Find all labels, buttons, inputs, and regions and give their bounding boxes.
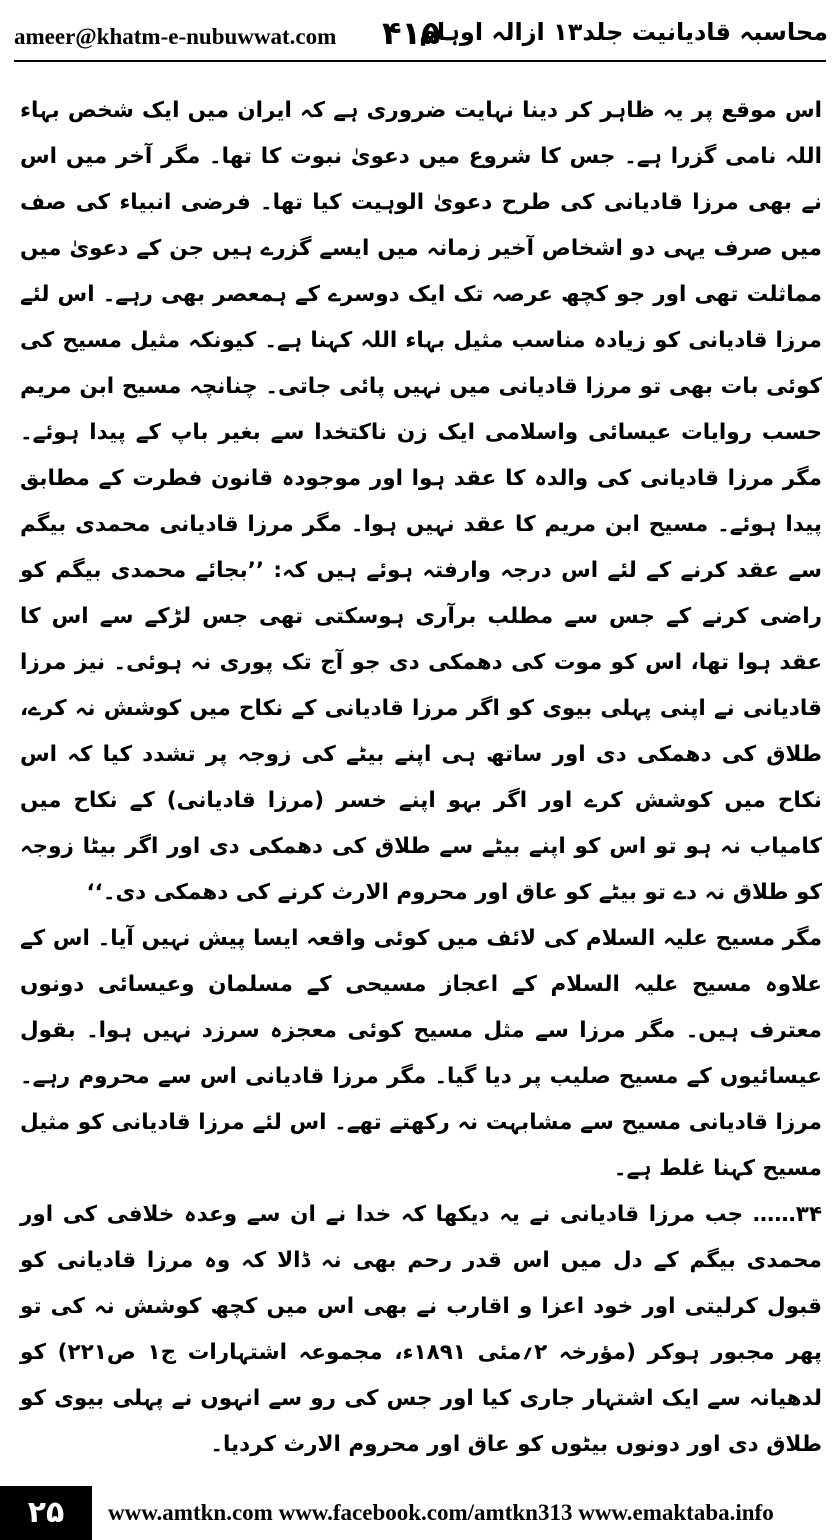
paragraph-2: مگر مسیح علیہ السلام کی لائف میں کوئی واقعہ ایسا پیش نہیں آیا۔ اس کے علاوہ مسیح علیہ السلام کے اعجاز مسیحی کے مسلمان وعیسائی دونوں معترف ہیں۔ مگر مرزا سے مثل مسیح کوئی معجزہ سرزد نہیں ہوا۔ بقول عیسائیوں کے مسیح صلیب پر دیا گیا۔ مگر مرزا قادیانی اس سے محروم رہے۔ مرزا قادیانی مسیح سے مشابہت نہ رکھتے تھے۔ اس لئے مرزا قادیانی کو مثیل مسیح کہنا غلط ہے۔: [20, 926, 822, 1181]
header-email[interactable]: ameer@khatm-e-nubuwwat.com: [14, 24, 337, 49]
article-body: [20, 88, 822, 1468]
paragraph-3: ۳۴…… جب مرزا قادیانی نے یہ دیکھا کہ خدا نے ان سے وعدہ خلافی کی اور محمدی بیگم کے دل میں اس قدر رحم بھی نہ ڈالا کہ وہ مرزا قادیانی کو قبول کرلیتی اور خود اعزا و اقارب نے بھی اس میں کچھ کوشش نہ کی تو پھر مجبور ہوکر (مؤرخہ ۲؍مئی ۱۸۹۱ء، مجموعہ اشتہارات ج۱ ص۲۲۱) کو لدھیانہ سے ایک اشتہار جاری کیا اور جس کی رو سے انہوں نے پہلی بیوی کو طلاق دی اور دونوں بیٹوں کو عاق اور محروم الارث کردیا۔: [20, 1202, 822, 1457]
header-title: محاسبہ قادیانیت جلد۱۳ ازالہ اوہام: [419, 18, 828, 46]
footer-page-number: ۲۵: [0, 1486, 92, 1540]
page-footer: [0, 1486, 840, 1540]
page-header: [10, 6, 830, 68]
header-divider: [14, 60, 826, 62]
footer-links[interactable]: www.amtkn.com www.facebook.com/amtkn313 www.emaktaba.info: [108, 1500, 774, 1525]
header-page-number: ۴۱۵: [382, 14, 441, 52]
paragraph-1: اس موقع پر یہ ظاہر کر دینا نہایت ضروری ہے کہ ایران میں ایک شخص بہاء اللہ نامی گزرا ہے۔ جس کا شروع میں دعویٰ نبوت کا تھا۔ مگر آخر میں اس نے بھی مرزا قادیانی کی طرح دعویٰ الوہیت کیا تھا۔ فرضی انبیاء کی صف میں صرف یہی دو اشخاص آخیر زمانہ میں ایسے گزرے ہیں جن کے دعویٰ میں مماثلت تھی اور جو کچھ عرصہ تک ایک دوسرے کے ہمعصر بھی رہے۔ اس لئے مرزا قادیانی کو زیادہ مناسب مثیل بہاء اللہ کہنا ہے۔ کیونکہ مثیل مسیح کی کوئی بات بھی تو مرزا قادیانی میں نہیں پائی جاتی۔ چنانچہ مسیح ابن مریم حسب روایات عیسائی واسلامی ایک زن ناکتخدا سے بغیر باپ کے پیدا ہوئے۔ مگر مرزا قادیانی کی والدہ کا عقد ہوا اور موجودہ قانون فطرت کے مطابق پیدا ہوئے۔ مسیح ابن مریم کا عقد نہیں ہوا۔ مگر مرزا قادیانی محمدی بیگم سے عقد کرنے کے لئے اس درجہ وارفتہ ہوئے ہیں کہ: ’’بجائے محمدی بیگم کو راضی کرنے کے جس سے مطلب برآری ہوسکتی تھی جس لڑکے سے اس کا عقد ہوا تھا، اس کو موت کی دھمکی دی جو آج تک پوری نہ ہوئی۔ نیز مرزا قادیانی نے اپنی پہلی بیوی کو اگر مرزا قادیانی کے نکاح میں کوشش نہ کرے، طلاق کی دھمکی دی اور ساتھ ہی اپنے بیٹے کی زوجہ پر تشدد کیا کہ اس نکاح میں کوشش کرے اور اگر بہو اپنے خسر (مرزا قادیانی) کے نکاح میں کامیاب نہ ہو تو اس کو اپنے بیٹے سے طلاق کی دھمکی دی اور اگر بیٹا زوجہ کو طلاق نہ دے تو بیٹے کو عاق اور محروم الارث کرنے کی دھمکی دی۔‘‘: [20, 98, 822, 905]
